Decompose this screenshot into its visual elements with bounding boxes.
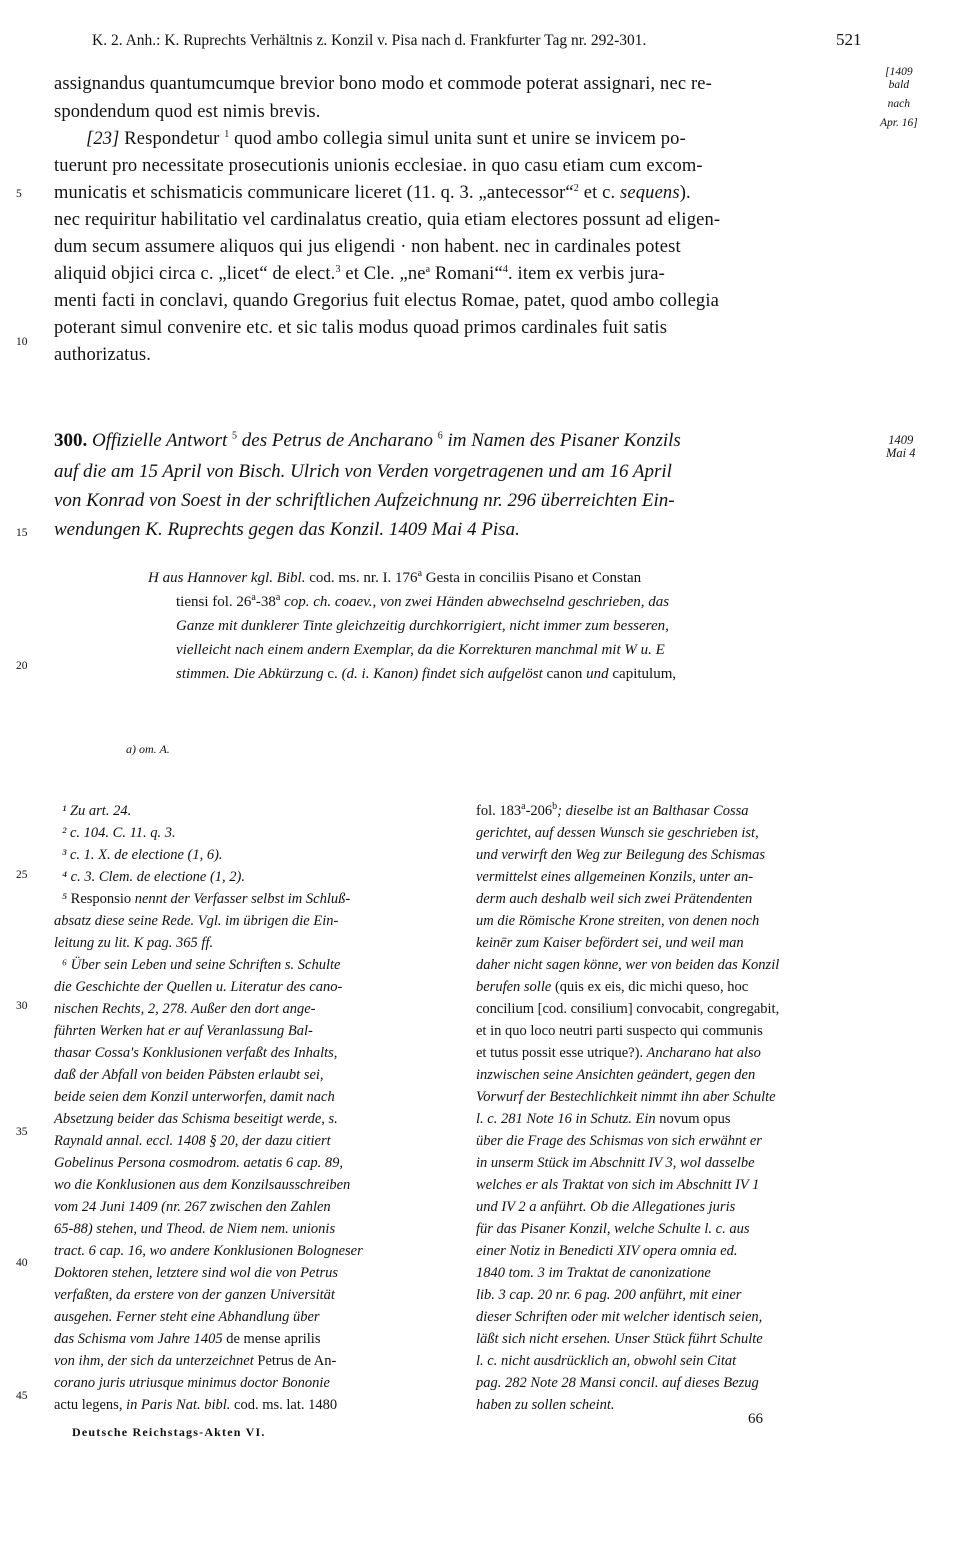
footnote-line: et in quo loco neutri parti suspecto qui communis — [476, 1023, 763, 1039]
doc-heading-line: von Konrad von Soest in der schriftlichen Aufzeichnung nr. 296 überreichten Ein- — [54, 490, 675, 511]
line-number: 25 — [16, 869, 28, 881]
margin-line: [1409 — [885, 66, 913, 78]
margin-line: Apr. 16] — [880, 117, 918, 129]
footnote-line: l. c. nicht ausdrücklich an, obwohl sein Citat — [476, 1353, 737, 1369]
doc-heading-line — [54, 430, 681, 452]
text-segment: Romani“ — [430, 264, 503, 284]
margin-line: nach — [887, 98, 911, 110]
footnote-line: keinēr zum Kaiser befördert sei, und weil man — [476, 935, 744, 951]
doc-heading-line: wendungen K. Ruprechts gegen das Konzil. 1409 Mai 4 Pisa. — [54, 519, 520, 540]
footnote-line: vermittelst eines allgemeinen Konzils, unter an- — [476, 869, 754, 885]
footnote-line: verfaßten, da erstere von der ganzen Universität — [54, 1287, 335, 1303]
text-segment: Gesta in conciliis Pisano et Constan — [422, 570, 642, 586]
sheet-number: 66 — [748, 1411, 763, 1427]
line-number: 30 — [16, 1000, 28, 1012]
source-line: Ganze mit dunklerer Tinte gleichzeitig durchkorrigiert, nicht immer zum besseren, — [176, 618, 669, 634]
text-segment: quod ambo collegia simul unita sunt et unire se invicem po- — [229, 129, 686, 149]
superscript: a — [251, 592, 256, 603]
text-line: poterant simul convenire etc. et sic talis modus quoad primos cardinales fuit satis — [54, 318, 668, 338]
text-segment: Ancharano hat also — [643, 1045, 761, 1061]
footnote-line — [476, 979, 748, 996]
text-segment: fol. 183 — [476, 803, 522, 819]
text-segment: auf dieses Bezug — [658, 1375, 759, 1391]
text-line: menti facti in conclavi, quando Gregorius fuit electus Romae, patet, quod ambo collegia — [54, 291, 719, 311]
line-number: 10 — [16, 336, 28, 348]
text-segment: actu legens, — [54, 1397, 123, 1413]
footnote-line: Doktoren stehen, letztere sind wol die von Petrus — [54, 1265, 339, 1281]
text-segment: das Schisma vom Jahre 1405 — [54, 1331, 223, 1347]
doc-heading-line: auf die am 15 April von Bisch. Ulrich von Verden vorgetragenen und am 16 April — [54, 461, 672, 482]
running-title: K. 2. Anh.: K. Ruprechts Verhältnis z. Konzil v. Pisa nach d. Frankfurter Tag nr. 292-301. — [92, 32, 647, 49]
footnote-line: über die Frage des Schismas von sich erwähnt er — [476, 1133, 762, 1149]
text-segment: ; dieselbe ist an Balthasar Cossa — [557, 803, 749, 819]
footnote: ² c. 104. C. 11. q. 3. — [62, 825, 176, 841]
text-segment: et c. — [578, 183, 616, 203]
footnote-line: um die Römische Krone streiten, von denen noch — [476, 913, 760, 929]
text-segment: aliquid objici circa c. „licet“ de elect. — [54, 264, 336, 284]
footnote-line: Raynald annal. eccl. 1408 § 20, der dazu citiert — [54, 1133, 331, 1149]
text-segment: (d. i. Kanon) findet sich aufgelöst — [341, 666, 543, 682]
superscript: a — [417, 568, 423, 579]
printer-signature: Deutsche Reichstags-Akten VI. — [72, 1425, 266, 1439]
text-segment: l. c. 281 Note 16 in Schutz. Ein — [476, 1111, 656, 1127]
footnote-ref: 1 — [224, 128, 230, 140]
text-segment: im Namen des Pisaner Konzils — [442, 430, 681, 451]
superscript: a — [275, 592, 281, 603]
footnote-line: tract. 6 cap. 16, wo andere Konklusionen Bologneser — [54, 1243, 363, 1259]
footnote: ⁶ Über sein Leben und seine Schriften s. Schulte — [62, 957, 341, 973]
source-line — [148, 570, 641, 587]
footnote-line: daher nicht sagen könne, wer von beiden das Konzil — [476, 957, 780, 973]
text-segment: -206 — [525, 803, 553, 819]
footnote-line: Vorwurf der Bestechlichkeit nimmt ihn aber Schulte — [476, 1089, 776, 1105]
margin-date-note-1 — [880, 66, 918, 130]
footnote-line: einer Notiz in Benedicti XIV opera omnia ed. — [476, 1243, 738, 1259]
footnote-line: lib. 3 cap. 20 nr. 6 pag. 200 anführt, mit einer — [476, 1287, 742, 1303]
footnote: ⁴ c. 3. Clem. de electione (1, 2). — [62, 869, 246, 885]
footnote-line: 65-88) stehen, und Theod. de Niem nem. unionis — [54, 1221, 336, 1237]
footnote-line: daß der Abfall von beiden Päbsten erlaubt sei, — [54, 1067, 324, 1083]
footnote-ref: 4 — [502, 263, 508, 275]
footnote-line: thasar Cossa's Konklusionen verfaßt des Inhalts, — [54, 1045, 338, 1061]
footnote-line — [476, 1111, 731, 1128]
text-segment: et Cle. „ne — [340, 264, 426, 284]
footnote-line: beide seien dem Konzil unterworfen, damit nach — [54, 1089, 335, 1105]
text-segment: capitulum, — [608, 666, 677, 682]
apparatus-ref: a — [425, 263, 431, 275]
line-number: 5 — [16, 188, 22, 200]
footnote: ³ c. 1. X. de electione (1, 6). — [62, 847, 223, 863]
footnote-line: corano juris utriusque minimus doctor Bononie — [54, 1375, 330, 1391]
text-segment: von ihm, der sich da unterzeichnet — [54, 1353, 254, 1369]
text-segment: sequens — [615, 183, 680, 203]
text-segment: et tutus possit esse utrique?). — [476, 1045, 644, 1061]
text-segment: ). — [679, 183, 691, 203]
footnote-line: läßt sich nicht ersehen. Unser Stück führt Schulte — [476, 1331, 763, 1347]
footnote: ¹ Zu art. 24. — [62, 803, 132, 819]
text-segment: cod. ms. lat. 1480 — [230, 1397, 338, 1413]
text-segment: und — [586, 666, 609, 682]
text-segment: ⁵ — [62, 891, 71, 907]
text-segment: pag. 282 Note 28 Mansi concil. — [476, 1375, 659, 1391]
margin-line: Mai 4 — [886, 446, 916, 460]
margin-line: 1409 — [888, 433, 914, 447]
source-line — [176, 666, 676, 683]
footnote-line: nischen Rechts, 2, 278. Außer den dort ange- — [54, 1001, 316, 1017]
text-segment: (quis ex eis, dic michi queso, hoc — [551, 979, 749, 995]
text-segment: cod. ms. nr. I. 176 — [305, 570, 418, 586]
apparatus-note: a) om. A. — [126, 742, 170, 756]
footnote-ref: 6 — [437, 430, 443, 442]
text-segment: canon — [542, 666, 587, 682]
text-line: authorizatus. — [54, 345, 151, 365]
text-segment: stimmen. Die Abkürzung — [176, 666, 324, 682]
footnote-line: 1840 tom. 3 im Traktat de canonizatione — [476, 1265, 711, 1281]
text-segment: municatis et schismaticis communicare liceret (11. q. 3. „antecessor“ — [54, 183, 574, 203]
text-segment: nennt der Verfasser selbst im Schluß- — [131, 891, 351, 907]
text-segment: -38 — [255, 594, 276, 610]
footnote — [62, 891, 350, 908]
text-segment: Petrus de An- — [253, 1353, 337, 1369]
text-line: spondendum quod est nimis brevis. — [54, 102, 321, 122]
footnote-line — [476, 1375, 759, 1392]
text-line: dum secum assumere aliquos qui jus eligendi · non habent. nec in cardinales potest — [54, 237, 681, 257]
footnote-line: in unserm Stück im Abschnitt IV 3, wol dasselbe — [476, 1155, 755, 1171]
text-segment: berufen solle — [476, 979, 552, 995]
source-line — [176, 594, 669, 611]
line-number: 35 — [16, 1126, 28, 1138]
footnote-ref: 2 — [573, 182, 579, 194]
text-line: assignandus quantumcumque brevior bono modo et commode poterat assignari, nec re- — [54, 74, 712, 94]
text-segment: Offizielle Antwort — [87, 430, 233, 451]
footnote-line: Absetzung beider das Schisma beseitigt werde, s. — [54, 1111, 338, 1127]
footnote-line: concilium [cod. consilium] convocabit, congregabit, — [476, 1001, 780, 1017]
text-line — [54, 183, 691, 204]
text-line — [54, 264, 665, 285]
text-segment: novum opus — [655, 1111, 731, 1127]
text-segment: c. — [323, 666, 342, 682]
footnote-line: wo die Konklusionen aus dem Konzilsausschreiben — [54, 1177, 351, 1193]
text-segment: de mense aprilis — [222, 1331, 321, 1347]
text-line — [86, 129, 686, 150]
page-number: 521 — [836, 30, 862, 49]
footnote-line: Gobelinus Persona cosmodrom. aetatis 6 cap. 89, — [54, 1155, 344, 1171]
text-segment: . item ex verbis jura- — [508, 264, 665, 284]
text-segment: cop. ch. coaev., von zwei Händen abwechselnd geschrieben, das — [280, 594, 670, 610]
margin-line: bald — [888, 79, 910, 91]
line-number: 40 — [16, 1257, 28, 1269]
footnote-ref: 3 — [335, 263, 341, 275]
footnote-line: haben zu sollen scheint. — [476, 1397, 615, 1413]
footnote-line: absatz diese seine Rede. Vgl. im übrigen die Ein- — [54, 913, 339, 929]
footnote-line — [476, 1045, 761, 1062]
text-line: tuerunt pro necessitate prosecutionis unionis ecclesiae. in quo casu etiam cum excom- — [54, 156, 703, 176]
footnote-line — [54, 1353, 336, 1370]
footnote-line: für das Pisaner Konzil, welche Schulte l. c. aus — [476, 1221, 750, 1237]
superscript: b — [552, 801, 558, 813]
footnote-line: und verwirft den Weg zur Beilegung des Schismas — [476, 847, 766, 863]
footnote-line: ausgehen. Ferner steht eine Abhandlung über — [54, 1309, 320, 1325]
doc-number: 300. — [54, 430, 88, 451]
footnote-line: gerichtet, auf dessen Wunsch sie geschrieben ist, — [476, 825, 759, 841]
section-number: [23] — [86, 129, 120, 149]
line-number: 20 — [16, 660, 28, 672]
text-segment: Respondetur — [119, 129, 225, 149]
line-number: 45 — [16, 1390, 28, 1402]
margin-date-note-2 — [886, 434, 916, 460]
footnote-line: derm auch deshalb weil sich zwei Prätendenten — [476, 891, 753, 907]
footnote-line: vom 24 Juni 1409 (nr. 267 zwischen den Zahlen — [54, 1199, 331, 1215]
footnote-line: führten Werken hat er auf Veranlassung Bal- — [54, 1023, 313, 1039]
footnote-line: die Geschichte der Quellen u. Literatur des cano- — [54, 979, 343, 995]
footnote-ref: 5 — [232, 430, 238, 442]
text-segment: des Petrus de Ancharano — [237, 430, 438, 451]
footnote-line: und IV 2 a anführt. Ob die Allegationes juris — [476, 1199, 736, 1215]
text-segment: in Paris Nat. bibl. — [122, 1397, 231, 1413]
text-segment: Responsio — [70, 891, 132, 907]
text-segment: H aus Hannover kgl. Bibl. — [148, 570, 306, 586]
source-line: vielleicht nach einem andern Exemplar, da die Korrekturen manchmal mit W u. E — [176, 642, 665, 658]
text-line: nec requiritur habilitatio vel cardinalatus creatio, quia etiam electores possunt ad eligen- — [54, 210, 721, 230]
footnote-line — [476, 803, 748, 820]
footnote-line — [54, 1397, 337, 1414]
superscript: a — [521, 801, 526, 813]
text-segment: tiensi fol. 26 — [176, 594, 252, 610]
footnote-line: welches er als Traktat von sich im Abschnitt IV 1 — [476, 1177, 760, 1193]
footnote-line: dieser Schriften oder mit welcher identisch seien, — [476, 1309, 763, 1325]
footnote-line — [54, 1331, 320, 1348]
line-number: 15 — [16, 527, 28, 539]
footnote-line: inzwischen seine Ansichten geändert, gegen den — [476, 1067, 756, 1083]
footnote-line: leitung zu lit. K pag. 365 ff. — [54, 935, 214, 951]
